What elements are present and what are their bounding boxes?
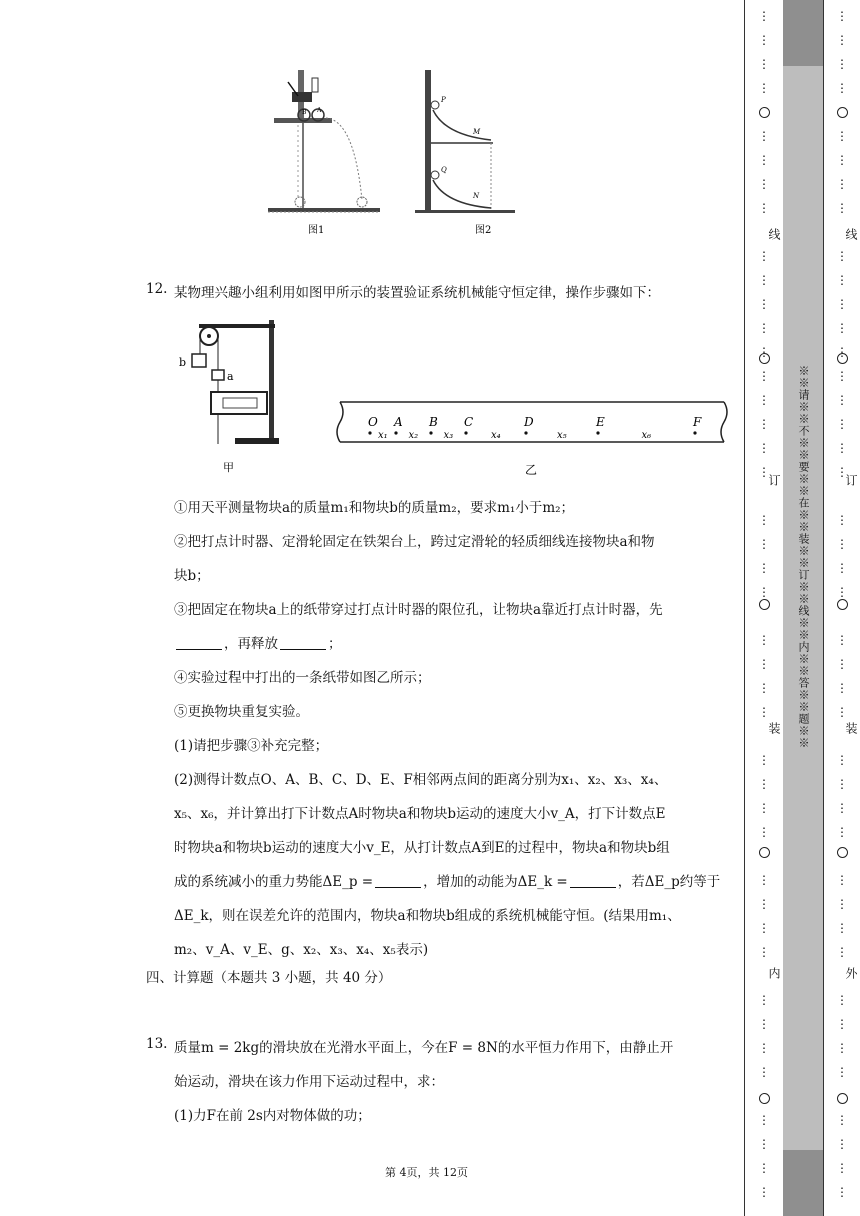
q12-stem: 某物理兴趣小组利用如图甲所示的装置验证系统机械能守恒定律，操作步骤如下： [174, 285, 660, 301]
svg-text:B: B [302, 109, 307, 116]
binding-dots: ⋮ [836, 993, 848, 1007]
binding-dots: ⋮ [836, 1065, 848, 1079]
binding-dots: ⋮ [758, 1065, 770, 1079]
binding-dots: ⋮ [836, 1137, 848, 1151]
q12-step-2a: ②把打点计时器、定滑轮固定在铁架台上，跨过定滑轮的轻质细线连接物块a和物 [174, 534, 655, 550]
binding-dots: ⋮ [758, 177, 770, 191]
tape-dot [596, 431, 599, 434]
binding-circle [837, 847, 848, 858]
q12-sub-2-line-3: 时物块a和物块b运动的速度大小v_E，从打计数点A到E的过程中，物块a和物块b组 [174, 840, 670, 856]
svg-text:A: A [317, 107, 322, 114]
tape-dot [524, 431, 527, 434]
binding-dots: ⋮ [836, 321, 848, 335]
binding-dots: ⋮ [758, 681, 770, 695]
binding-dots: ⋮ [836, 297, 848, 311]
tape-gap-label: x₆ [641, 430, 652, 441]
binding-dots: ⋮ [758, 753, 770, 767]
answer-blank[interactable] [176, 637, 222, 650]
binding-dots: ⋮ [836, 537, 848, 551]
tape-gap-label: x₅ [557, 430, 567, 441]
binding-dots: ⋮ [836, 561, 848, 575]
q12-sub-2-line-5: ΔE_k，则在误差允许的范围内，物块a和物块b组成的系统机械能守恒。(结果用m₁、 [174, 908, 681, 924]
binding-dots: ⋮ [758, 537, 770, 551]
binding-dots: ⋮ [836, 57, 848, 71]
binding-dots: ⋮ [758, 561, 770, 575]
tape-point-label: B [429, 415, 438, 429]
binding-char: 线 [767, 228, 781, 240]
binding-dots: ⋮ [836, 681, 848, 695]
binding-dots: ⋮ [836, 1161, 848, 1175]
binding-circle [837, 1093, 848, 1104]
binding-dots: ⋮ [836, 825, 848, 839]
binding-dots: ⋮ [758, 993, 770, 1007]
binding-dots: ⋮ [836, 345, 848, 359]
tape-point-label: A [394, 415, 403, 429]
binding-char: 装 [844, 722, 858, 734]
binding-dots: ⋮ [836, 1185, 848, 1199]
binding-dots: ⋮ [836, 393, 848, 407]
binding-dots: ⋮ [836, 753, 848, 767]
binding-dots: ⋮ [758, 321, 770, 335]
fig1-label: 图1 [308, 225, 325, 236]
binding-dots: ⋮ [758, 441, 770, 455]
binding-dots: ⋮ [836, 441, 848, 455]
tape-point-label: F [693, 415, 702, 429]
binding-dots: ⋮ [758, 273, 770, 287]
binding-dots: ⋮ [836, 249, 848, 263]
binding-dots: ⋮ [758, 1113, 770, 1127]
binding-dots: ⋮ [836, 465, 848, 479]
svg-text:N: N [473, 192, 480, 200]
tape-dot [368, 431, 371, 434]
tape-gap-label: x₂ [408, 430, 419, 441]
binding-dots: ⋮ [836, 129, 848, 143]
answer-blank[interactable] [570, 875, 616, 888]
tape-point-label: C [464, 415, 474, 429]
tape-point-label: D [524, 415, 534, 429]
binding-dots: ⋮ [758, 9, 770, 23]
binding-circle [759, 107, 770, 118]
binding-dots: ⋮ [836, 633, 848, 647]
binding-dots: ⋮ [836, 921, 848, 935]
svg-text:M: M [473, 128, 481, 136]
binding-dots: ⋮ [836, 9, 848, 23]
tape-gap-label: x₁ [378, 430, 388, 441]
binding-dots: ⋮ [758, 345, 770, 359]
binding-dots: ⋮ [836, 81, 848, 95]
binding-circle [759, 599, 770, 610]
binding-dots: ⋮ [758, 369, 770, 383]
page-footer: 第 4页，共 12页 [385, 1166, 468, 1179]
binding-margin-right [823, 0, 860, 1216]
binding-dots: ⋮ [758, 921, 770, 935]
binding-dots: ⋮ [758, 201, 770, 215]
binding-dots: ⋮ [758, 873, 770, 887]
figure-yi-tape [330, 398, 730, 478]
figure-1 [268, 60, 388, 240]
svg-text:P: P [441, 96, 446, 104]
fig2-label: 图2 [475, 225, 492, 236]
binding-dots: ⋮ [758, 1185, 770, 1199]
binding-dots: ⋮ [758, 801, 770, 815]
binding-circle [759, 1093, 770, 1104]
binding-circle [759, 353, 770, 364]
q12-sub-2-line-4: 成的系统减小的重力势能ΔE_p = ，增加的动能为ΔE_k = ，若ΔE_p约等于 [174, 874, 721, 890]
q12-sub-2-line-1: (2)测得计数点O、A、B、C、D、E、F相邻两点间的距离分别为x₁、x₂、x₃、x₄、 [174, 772, 668, 788]
binding-dots: ⋮ [836, 777, 848, 791]
fig-yi-label: 乙 [525, 463, 538, 477]
block-a-label: a [227, 370, 234, 383]
q13-number: 13. [146, 1036, 168, 1052]
block-b-label: b [179, 356, 187, 369]
binding-dots: ⋮ [758, 81, 770, 95]
binding-char: 线 [844, 228, 858, 240]
q12-step-2b: 块b； [174, 568, 210, 584]
binding-dots: ⋮ [836, 897, 848, 911]
tape-gap-label: x₃ [443, 430, 454, 441]
q12-sub-2-line-2: x₅、x₆，并计算出打下计数点A时物块a和物块b运动的速度大小v_A，打下计数点E [174, 806, 666, 822]
binding-dots: ⋮ [758, 657, 770, 671]
binding-dots: ⋮ [836, 513, 848, 527]
tape-point-label: E [596, 415, 605, 429]
binding-dots: ⋮ [758, 945, 770, 959]
binding-dots: ⋮ [758, 705, 770, 719]
svg-text:Q: Q [441, 166, 447, 174]
binding-char: 装 [767, 722, 781, 734]
binding-dots: ⋮ [758, 393, 770, 407]
binding-dots: ⋮ [836, 1017, 848, 1031]
q12-sub-2-line-6: m₂、v_A、v_E、g、x₂、x₃、x₄、x₅表示) [174, 942, 429, 958]
binding-dots: ⋮ [836, 801, 848, 815]
binding-dots: ⋮ [758, 129, 770, 143]
binding-dots: ⋮ [836, 1041, 848, 1055]
binding-dots: ⋮ [758, 297, 770, 311]
binding-dots: ⋮ [758, 1041, 770, 1055]
q12-step-4: ④实验过程中打出的一条纸带如图乙所示； [174, 670, 431, 686]
tape-dot [394, 431, 397, 434]
binding-dots: ⋮ [758, 417, 770, 431]
q12-number: 12. [146, 281, 168, 297]
binding-dots: ⋮ [836, 705, 848, 719]
binding-dots: ⋮ [836, 33, 848, 47]
binding-char: 外 [844, 967, 858, 979]
binding-dots: ⋮ [758, 1161, 770, 1175]
binding-char: 订 [844, 474, 858, 486]
answer-blank[interactable] [375, 875, 421, 888]
q13-sub-1: (1)力F在前 2s内对物体做的功； [174, 1108, 371, 1124]
fig-jia-label: 甲 [223, 461, 234, 474]
q12-step-3b: ，再释放 ； [174, 632, 342, 652]
binding-char: 内 [767, 967, 781, 979]
tape-dot [429, 431, 432, 434]
binding-dots: ⋮ [758, 153, 770, 167]
q13-line-1: 质量m = 2kg的滑块放在光滑水平面上，今在F = 8N的水平恒力作用下，由静止开 [174, 1040, 674, 1056]
binding-circle [837, 107, 848, 118]
binding-dots: ⋮ [836, 1113, 848, 1127]
binding-margin-center [783, 0, 823, 1216]
binding-dots: ⋮ [836, 153, 848, 167]
binding-dots: ⋮ [836, 585, 848, 599]
q13-line-2: 始运动，滑块在该力作用下运动过程中，求： [174, 1074, 444, 1090]
answer-blank[interactable] [280, 637, 326, 650]
binding-dots: ⋮ [758, 1017, 770, 1031]
tape-gap-label: x₄ [491, 430, 501, 441]
binding-dots: ⋮ [836, 201, 848, 215]
binding-dots: ⋮ [758, 777, 770, 791]
q12-step-3a: ③把固定在物块a上的纸带穿过打点计时器的限位孔，让物块a靠近打点计时器，先 [174, 602, 663, 618]
binding-dots: ⋮ [836, 417, 848, 431]
binding-margin-left [744, 0, 784, 1216]
binding-circle [759, 847, 770, 858]
binding-dots: ⋮ [836, 657, 848, 671]
binding-dots: ⋮ [758, 513, 770, 527]
binding-dots: ⋮ [836, 873, 848, 887]
binding-dots: ⋮ [758, 633, 770, 647]
tape-dot [693, 431, 696, 434]
figure-2 [415, 70, 525, 240]
figure-jia [175, 314, 285, 474]
binding-dots: ⋮ [758, 897, 770, 911]
q12-step-5: ⑤更换物块重复实验。 [174, 704, 309, 720]
tape-point-label: O [368, 415, 378, 429]
binding-char: 订 [767, 474, 781, 486]
binding-circle [837, 353, 848, 364]
binding-dots: ⋮ [758, 465, 770, 479]
binding-dots: ⋮ [758, 249, 770, 263]
binding-dots: ⋮ [758, 1137, 770, 1151]
q12-sub-1: (1)请把步骤③补充完整； [174, 738, 329, 754]
binding-circle [837, 599, 848, 610]
q12-step-1: ①用天平测量物块a的质量m₁和物块b的质量m₂，要求m₁小于m₂； [174, 500, 575, 516]
binding-warning: ※※请※※不※※要※※在※※装※※订※※线※※内※※答※※题※※ [797, 365, 810, 749]
binding-dots: ⋮ [836, 945, 848, 959]
section-heading: 四、计算题（本题共 3 小题，共 40 分） [146, 970, 392, 986]
binding-dots: ⋮ [758, 585, 770, 599]
binding-dots: ⋮ [758, 57, 770, 71]
binding-dots: ⋮ [836, 369, 848, 383]
binding-dots: ⋮ [836, 177, 848, 191]
tape-dot [464, 431, 467, 434]
binding-dots: ⋮ [758, 33, 770, 47]
binding-dots: ⋮ [836, 273, 848, 287]
binding-dots: ⋮ [758, 825, 770, 839]
